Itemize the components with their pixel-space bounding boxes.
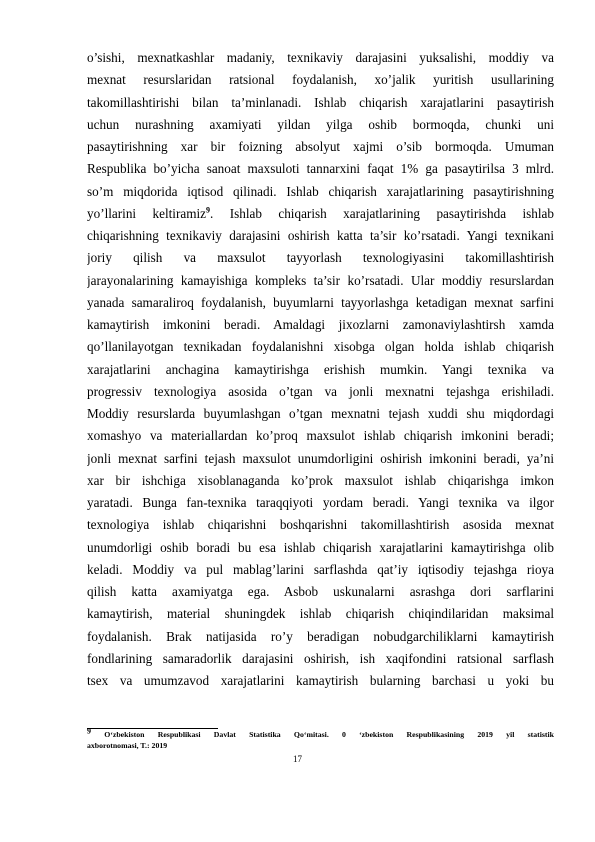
text-line: keladi. Moddiy va pul mablag’larini sarflashda qat’iy iqtisodiy tejashga rioya [87, 561, 554, 577]
text-line: qo’llanilayotgan texnikadan foydalanishni xisobga olgan holda ishlab chiqarish [87, 339, 554, 355]
text-line: mexnat resurslaridan ratsional foydalanish, xo’jalik yuritish usullarining [87, 72, 554, 88]
body-text [87, 47, 554, 692]
footnote-line: axborotnomasi, T.: 2019 [87, 740, 168, 750]
text-line: so’m miqdorida iqtisod qilinadi. Ishlab chiqarish xarajatlarining pasaytirishning [87, 183, 554, 199]
text-line: yaratadi. Bunga fan-texnika taraqqiyoti yordam beradi. Yangi texnika va ilgor [87, 495, 554, 510]
text-line: unumdorligi oshib boradi bu esa ishlab chiqarish xarajatlarini kamaytirishga olib [87, 539, 554, 555]
text-line: joriy qilish va maxsulot tayyorlash texnologiyasini takomillashtirish [87, 250, 554, 266]
text-line: jonli mexnat sarfini tejash maxsulot unumdorligini oshirish imkonini beradi, ya’ni [87, 450, 554, 466]
text-line-with-footnote [87, 203, 554, 225]
text-line: yanada samaraliroq foydalanish, buyumlarni tayyorlashga ketadigan mexnat sarfini [87, 294, 554, 310]
text-line: texnologiya ishlab chiqarishni boshqarishni takomillashtirish asosida mexnat [87, 517, 554, 533]
text-line: jarayonalarining kamayishiga kompleks ta’sir ko’rsatadi. Ular moddiy resurslardan [87, 272, 554, 288]
text-line: kamaytirish imkonini beradi. Amaldagi jixozlarni zamonaviylashtirsh xamda [87, 317, 554, 332]
text-segment: . Ishlab chiqarish xarajatlarining pasaytirishda ishlab [209, 205, 554, 221]
text-line: kamaytirish, material shuningdek ishlab chiqarish chiqindilaridan maksimal [87, 606, 554, 622]
text-line: qilish katta axamiyatga ega. Asbob uskunalarni asrashga dori sarflarini [87, 584, 554, 599]
footnote [87, 726, 554, 751]
text-line: takomillashtirishi bilan ta’minlanadi. Ishlab chiqarish xarajatlarini pasaytirish [87, 94, 554, 110]
footnote-text: O‘zbekiston Respublikasi Davlat Statistika Qo‘mitasi. 0 ‘zbekiston Respublikasining 2019 yil statistik [91, 730, 554, 739]
text-line: progressiv texnologiya asosida o’tgan va jonli mexnatni tejashga erishiladi. [87, 383, 554, 399]
footnote-reference[interactable]: 9 [205, 205, 210, 215]
text-line: Respublika bo’yicha sanoat maxsuloti tannarxini faqat 1% ga pasaytirilsa 3 mlrd. [87, 161, 554, 177]
page-number: 17 [293, 754, 302, 764]
text-line: uchun nurashning axamiyati yildan yilga oshib bormoqda, chunki uni [87, 116, 554, 132]
text-line: o’sishi, mexnatkashlar madaniy, texnikaviy darajasini yuksalishi, moddiy va [87, 50, 554, 65]
text-line: foydalanish. Brak natijasida ro’y beradigan nobudgarchiliklarni kamaytirish [87, 628, 554, 644]
text-line: xomashyo va materiallardan ko’proq maxsulot ishlab chiqarish imkonini beradi; [87, 428, 554, 444]
text-line: Moddiy resurslarda buyumlashgan o’tgan mexnatni tejash xuddi shu miqdordagi [87, 406, 554, 421]
footnote-separator [87, 728, 218, 729]
text-line: xar bir ishchiga xisoblanaganda ko’prok maxsulot ishlab chiqarishga imkon [87, 472, 554, 488]
text-line: tsex va umumzavod xarajatlarini kamaytirish bularning barchasi u yoki bu [87, 673, 554, 688]
text-segment: yo’llarini keltiramiz [87, 205, 206, 221]
footnote-line [87, 726, 554, 741]
text-line: fondlarining samaradorlik darajasini oshirish, ish xaqifondini ratsional sarflash [87, 650, 554, 666]
text-line: chiqarishning texnikaviy darajasini oshirish katta ta’sir ko’rsatadi. Yangi texnikani [87, 228, 554, 243]
footnote-marker: 9 [87, 726, 91, 736]
text-line: pasaytirishning xar bir foizning absolyut xajmi o’sib bormoqda. Umuman [87, 139, 554, 154]
text-line: xarajatlarini anchagina kamaytirishga erishish mumkin. Yangi texnika va [87, 361, 554, 377]
